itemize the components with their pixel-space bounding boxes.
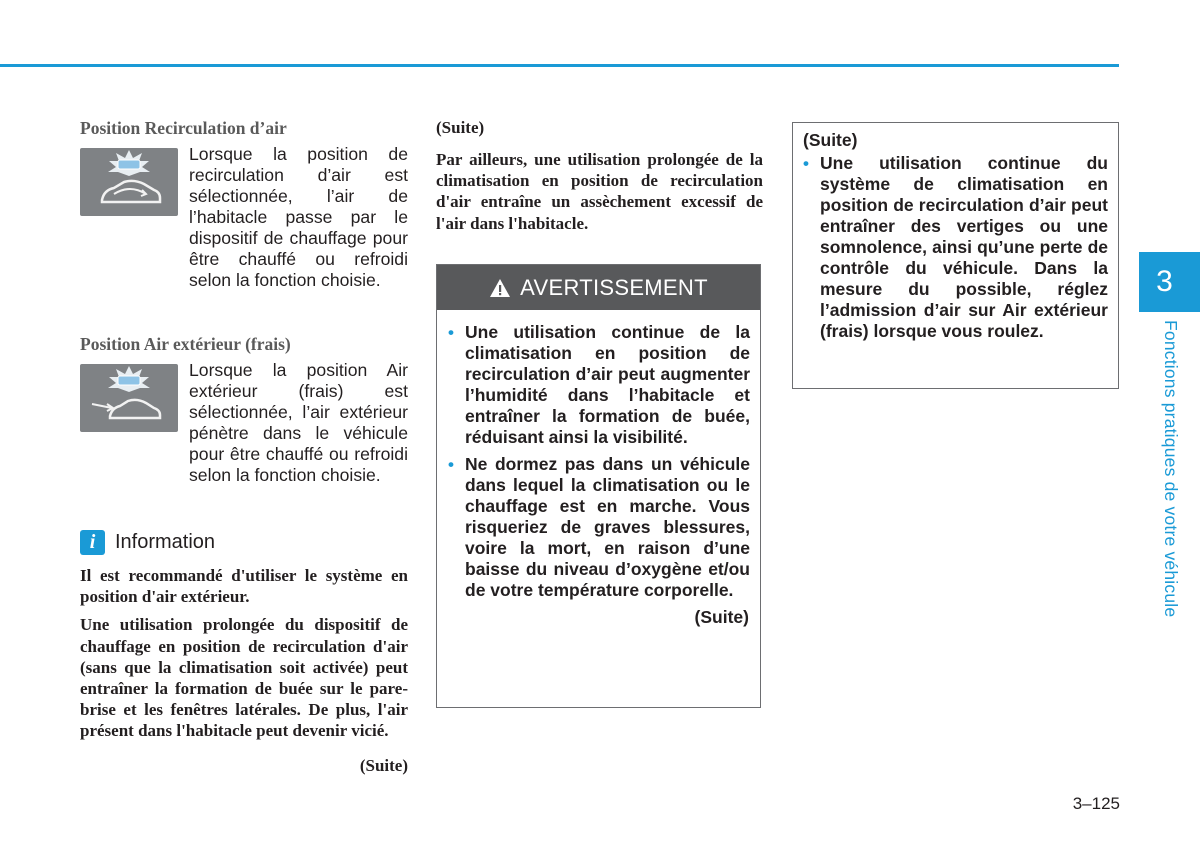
fresh-air-mode-icon — [80, 364, 178, 432]
continued-warning-item: • Une utilisation continue du système de climatisation en position de recirculation d’air peut entraîner des vertiges ou une somnolence, ainsi qu’une perte de contrôle du véhicule. Dans la mesure du possible, réglez l’admission d’air sur Air extérieur (frais) lorsque vous roulez. — [803, 153, 1108, 341]
bullet-icon: • — [803, 154, 809, 173]
top-rule — [0, 64, 1119, 67]
recirculation-heading: Position Recirculation d’air — [80, 118, 287, 138]
middle-paragraph: Par ailleurs, une utilisation prolongée de la climatisation en position de recirculation d'air entraîne un assèchement excessif de l'air dans l'habitacle. — [436, 150, 763, 233]
warning-triangle-icon — [489, 278, 511, 298]
continued-label: (Suite) — [359, 755, 408, 775]
warning-header — [437, 265, 760, 310]
continued-heading: (Suite) — [436, 118, 485, 137]
information-title: Information — [115, 531, 216, 553]
fresh-air-heading: Position Air extérieur (frais) — [80, 334, 291, 354]
fresh-air-description: Lorsque la position Air extérieur (frais) est sélectionnée, l’air extérieur pénètre dans le véhicule pour être chauffé ou refroidi selon la fonction choisie. — [189, 360, 408, 485]
recirculation-description: Lorsque la position de recirculation d’air est sélectionnée, l’air de l’habitacle passe par le dispositif de chauffage pour être chauffé ou refroidi selon la fonction choisie. — [189, 144, 408, 290]
fresh-air-section — [80, 360, 408, 508]
warning-box — [436, 264, 761, 708]
warning-item: • Une utilisation continue de la climatisation en position de recirculation d’air peut augmenter l’humidité dans l’habitacle et entraîner la formation de buée, réduisant ainsi la visibilité. — [448, 322, 750, 447]
chapter-number-tab: 3 — [1139, 252, 1200, 312]
bullet-icon: • — [448, 455, 454, 474]
bullet-icon: • — [448, 323, 454, 342]
column-left — [80, 118, 408, 776]
warning-item: • Ne dormez pas dans un véhicule dans lequel la climatisation ou le chauffage est en marche. Vous risqueriez de graves blessures, voire la mort, en raison d’une baisse du niveau d’oxygène et/ou de votre température corporelle. — [448, 454, 750, 600]
continued-warning-list — [803, 153, 1108, 342]
info-icon: i — [80, 530, 105, 555]
information-paragraph-1: Il est recommandé d'utiliser le système en position d'air extérieur. — [80, 566, 408, 607]
information-paragraph-2: Une utilisation prolongée du dispositif de chauffage en position de recirculation d'air (sans que la climatisation soit activée) peut entraîner la formation de buée sur le pare-brise et les fenêtres latérales. De plus, l'air présent dans l'habitacle peut devenir vicié. — [80, 615, 408, 741]
continued-warning-box — [792, 122, 1119, 389]
column-middle — [436, 118, 763, 241]
continued-box-heading: (Suite) — [803, 130, 858, 150]
warning-list — [437, 310, 760, 601]
warning-title: AVERTISSEMENT — [520, 274, 708, 300]
information-header — [80, 530, 408, 555]
warning-continued-label: (Suite) — [694, 607, 749, 627]
recirculation-section — [80, 144, 408, 310]
recirculation-mode-icon — [80, 148, 178, 216]
chapter-title: Fonctions pratiques de votre véhicule — [1161, 320, 1181, 618]
page-number: 3–125 — [1072, 794, 1120, 813]
